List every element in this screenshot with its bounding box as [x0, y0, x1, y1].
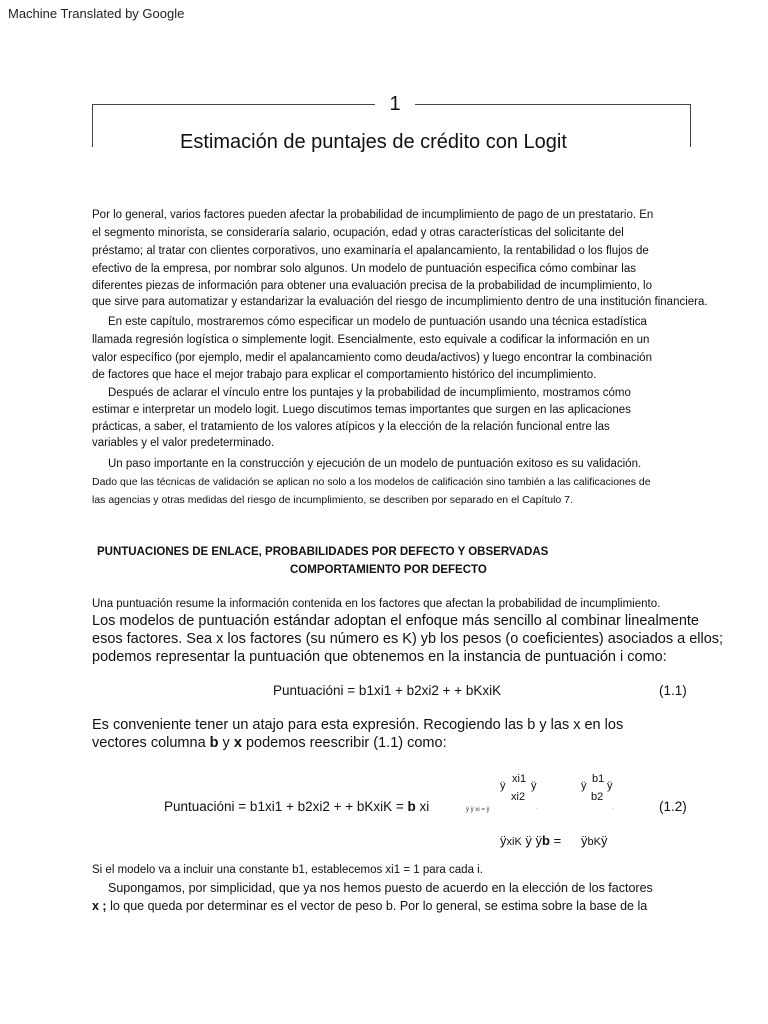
- matrix-glyphs: ÿ ÿ xi = ÿ: [466, 807, 490, 813]
- matrix-bracket: ÿ: [500, 780, 506, 792]
- text-line: de factores que hace el mejor trabajo para explicar el comportamiento histórico del incumplimiento.: [92, 369, 597, 381]
- text-line: valor específico (por ejemplo, medir el apalancamiento como deuda/activos) y luego encontrar la combinación: [92, 352, 652, 364]
- text-line: Es conveniente tener un atajo para esta expresión. Recogiendo las b y las x en los: [92, 717, 624, 733]
- text-line: Por lo general, varios factores pueden afectar la probabilidad de incumplimiento de pago de un prestatario. En: [92, 209, 654, 221]
- matrix-entry: xiK: [506, 836, 522, 848]
- matrix-bracket: ÿ: [600, 833, 608, 848]
- text-span: y: [218, 735, 234, 751]
- vector-b: b: [542, 833, 550, 848]
- matrix-entry: xi1: [512, 773, 527, 785]
- text-line: prácticas, a saber, el tratamiento de los valores atípicos y la elección de la relación funcional entre las: [92, 421, 610, 433]
- matrix-bracket: ÿ ÿ: [521, 833, 543, 848]
- vector-b: b: [407, 799, 416, 814]
- matrix-entry: xi2: [511, 791, 526, 803]
- text-line: En este capítulo, mostraremos cómo especificar un modelo de puntuación usando una técnica estadística: [108, 316, 647, 328]
- section-heading: PUNTUACIONES DE ENLACE, PROBABILIDADES POR DEFECTO Y OBSERVADAS: [97, 546, 549, 558]
- text-line: esos factores. Sea x los factores (su número es K) yb los pesos (o coeficientes) asociados a ellos;: [92, 631, 724, 647]
- text-line: efectivo de la empresa, por nombrar solo algunos. Un modelo de puntuación especifica cómo combinar las: [92, 263, 636, 275]
- chapter-number: 1: [375, 93, 415, 116]
- text-line: el segmento minorista, se consideraría salario, ocupación, edad y otras características del solicitante del: [92, 227, 624, 239]
- text-line: [92, 734, 447, 752]
- text-line: diferentes piezas de información para obtener una evaluación precisa de la probabilidad de incumplimiento, lo: [92, 280, 653, 292]
- text-span: vectores columna: [92, 735, 210, 751]
- text-line: llamada regresión logística o simplemente logit. Esencialmente, esto equivale a codificar la información en un: [92, 334, 650, 346]
- text-line: Después de aclarar el vínculo entre los puntajes y la probabilidad de incumplimiento, mostramos cómo: [108, 387, 631, 399]
- equation-1-1: Puntuacióni = b1xi1 + b2xi2 + + bKxiK: [273, 683, 502, 698]
- text-line: podemos representar la puntuación que obtenemos en la instancia de puntuación i como:: [92, 649, 667, 665]
- top-bar: [0, 0, 768, 28]
- text-line: que sirve para automatizar y estandarizar la evaluación del riesgo de incumplimiento dentro de una institución financiera.: [92, 296, 708, 308]
- vector-x: x: [233, 735, 242, 751]
- equation-number: (1.2): [659, 799, 687, 814]
- text-line: Dado que las técnicas de validación se aplican no solo a los modelos de calificación sino también a las calificaciones de: [92, 476, 651, 488]
- text-line: las agencias y otras medidas del riesgo de incumplimiento, se describen por separado en el Capítulo 7.: [92, 494, 573, 506]
- matrix-bracket: ÿ: [607, 780, 613, 792]
- matrix-bracket: ÿ: [531, 780, 537, 792]
- text-span: podemos reescribir (1.1) como:: [241, 735, 447, 751]
- text-line: Una puntuación resume la información contenida en los factores que afectan la probabilidad de incumplimiento.: [92, 598, 661, 610]
- equation-number: (1.1): [659, 683, 687, 698]
- matrix-entry: bK: [587, 836, 601, 848]
- vector-b: b: [209, 735, 219, 751]
- matrix-dot: ·: [612, 806, 614, 812]
- matrix-bracket: ÿ: [581, 833, 588, 848]
- text-line: [92, 898, 647, 915]
- text-span: lo que queda por determinar es el vector de peso b. Por lo general, se estima sobre la base de la: [106, 899, 648, 913]
- matrix-bottom-row: [581, 833, 607, 848]
- equation-text: Puntuacióni = b1xi1 + b2xi2 + + bKxiK =: [164, 799, 408, 814]
- text-line: Un paso importante en la construcción y ejecución de un modelo de puntuación exitoso es su validación.: [108, 458, 642, 470]
- chapter-title: Estimación de puntajes de crédito con Logit: [168, 131, 579, 154]
- matrix-entry: b2: [591, 791, 604, 803]
- text-line: préstamo; al tratar con clientes corporativos, uno examinaría el apalancamiento, la rentabilidad o los flujos de: [92, 245, 649, 257]
- section-heading-cont: COMPORTAMIENTO POR DEFECTO: [290, 564, 487, 576]
- matrix-bottom-row: [500, 833, 561, 848]
- matrix-dot: ·: [536, 806, 538, 812]
- matrix-bracket: ÿ: [500, 833, 507, 848]
- text-line: Supongamos, por simplicidad, que ya nos hemos puesto de acuerdo en la elección de los factores: [108, 881, 653, 895]
- text-line: Si el modelo va a incluir una constante b1, establecemos xi1 = 1 para cada i.: [92, 864, 483, 876]
- equation-text: xi: [415, 799, 430, 814]
- text-line: variables y el valor predeterminado.: [92, 437, 275, 449]
- text-line: estimar e interpretar un modelo logit. Luego discutimos temas importantes que surgen en las aplicaciones: [92, 404, 631, 416]
- vector-x: x ;: [92, 899, 107, 913]
- machine-translated-label: Machine Translated by Google: [8, 6, 185, 21]
- text-line: Los modelos de puntuación estándar adoptan el enfoque más sencillo al combinar linealmente: [92, 613, 699, 629]
- equation-text: =: [549, 833, 562, 848]
- equation-lhs: [164, 799, 429, 814]
- matrix-entry: b1: [592, 773, 605, 785]
- matrix-bracket: ÿ: [581, 780, 587, 792]
